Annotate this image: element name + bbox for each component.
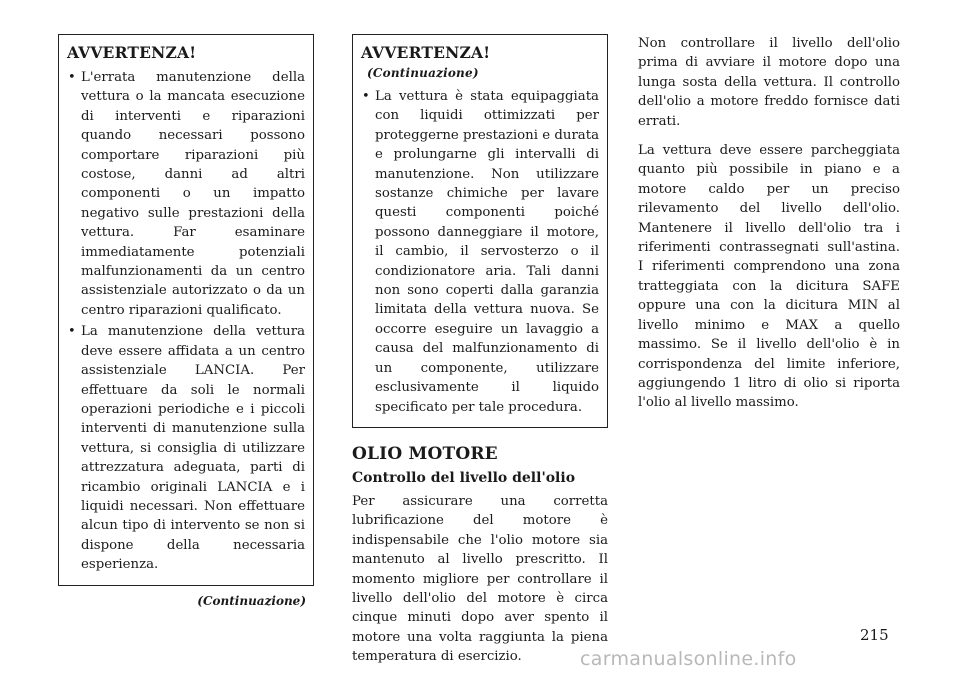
warning-box [58, 34, 314, 586]
warning-item [361, 87, 599, 417]
warning-text: L'errata manutenzione della vettura o la mancata esecuzione di interventi e riparazioni quando necessari possono comportare riparazioni più costose, danni ad altri componenti o un impatto negativo sulle prestazioni della vettura. Far esaminare immediatamente potenziali malfunzionamenti da un centro assistenziale autorizzato o da un centro riparazioni qualificato. [81, 70, 305, 318]
continued-note: (Continuazione) [197, 593, 306, 608]
warning-box-continued [352, 34, 608, 428]
warning-text: La manutenzione della vettura deve essere affidata a un centro assistenziale LANCIA. Per effettuare da soli le normali operazioni periodiche e i piccoli interventi di manutenzione sulla vettura, si consiglia di utilizzare attrezzatura adeguata, parti di ricambio originali LANCIA e i liquidi necessari. Non effettuare alcun tipo di intervento se non si dispone della necessaria esperienza. [81, 324, 305, 573]
bullet-icon: • [68, 324, 76, 340]
warning-item [67, 322, 305, 574]
watermark: carmanualsonline.info [580, 648, 797, 670]
warning-item [67, 68, 305, 320]
subsection-title: Controllo del livello dell'olio [352, 469, 576, 486]
section-title: OLIO MOTORE [352, 443, 498, 464]
column-left [58, 34, 326, 608]
warning-title: AVVERTENZA! [67, 43, 197, 62]
body-paragraph: Per assicurare una corretta lubrificazione del motore è indispensabile che l'olio motore sia mantenuto al livello prescritto. Il momento migliore per controllare il livello dell'olio del motore è circa cinque minuti dopo aver spento il motore una volta raggiunta la piena temperatura di esercizio. [352, 493, 608, 665]
warning-list [67, 68, 305, 575]
body-paragraph: Non controllare il livello dell'olio prima di avviare il motore dopo una lunga sosta della vettura. Il controllo dell'olio a motore freddo fornisce dati errati. [638, 36, 900, 129]
column-middle [352, 34, 620, 677]
warning-continued-label: (Continuazione) [367, 66, 479, 80]
page-number: 215 [860, 626, 889, 644]
body-paragraph: La vettura deve essere parcheggiata quanto più possibile in piano e a motore caldo per un preciso rilevamento del livello dell'olio. Mantenere il livello dell'olio tra i riferimenti contrassegnati sull'astina. I riferimenti comprendono una zona tratteggiata con la dicitura SAFE oppure una con la dicitura MIN al livello minimo e MAX a quello massimo. Se il livello dell'olio è in corrispondenza del limite inferiore, aggiungendo 1 litro di olio si riporta l'olio al livello massimo. [638, 143, 900, 411]
warning-list [361, 87, 599, 417]
bullet-icon: • [362, 89, 370, 104]
warning-title [361, 43, 599, 81]
bullet-icon: • [68, 70, 76, 85]
column-right [638, 34, 900, 423]
warning-title-text: AVVERTENZA! [361, 43, 491, 62]
warning-text: La vettura è stata equipaggiata con liquidi ottimizzati per proteggerne prestazioni e durata e prolungarne gli intervalli di manutenzione. Non utilizzare sostanze chimiche per lavare questi componenti poiché possono danneggiare il motore, il cambio, il servosterzo o il condizionatore aria. Tali danni non sono coperti dalla garanzia limitata della vettura nuova. Se occorre eseguire un lavaggio a causa del malfunzionamento di un componente, utilizzare esclusivamente il liquido specificato per tale procedura. [375, 89, 599, 415]
